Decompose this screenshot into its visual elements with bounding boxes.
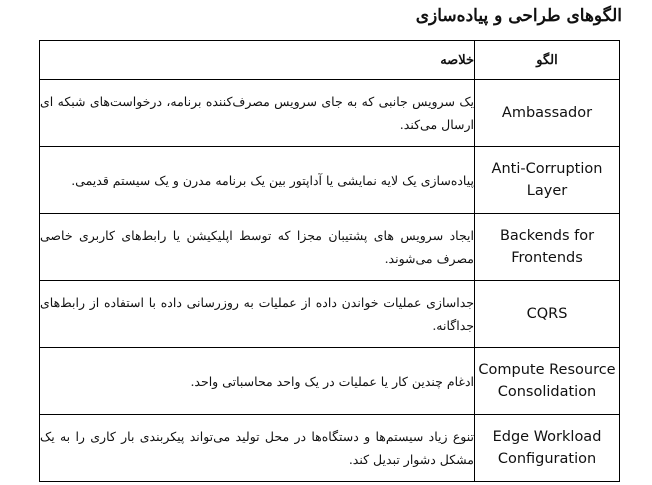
pattern-summary: یک سرویس جانبی که به جای سرویس مصرف‌کننده برنامه، درخواست‌های شبکه ای ارسال می‌کند. [40,80,475,147]
table-row [40,348,620,415]
pattern-name: CQRS [475,281,620,348]
pattern-summary: جداسازی عملیات خواندن داده از عملیات به روزرسانی داده با استفاده از رابط‌های جداگانه. [40,281,475,348]
pattern-name: Anti-Corruption Layer [475,147,620,214]
pattern-name: Ambassador [475,80,620,147]
page-title: الگوهای طراحی و پیاده‌سازی [415,6,622,26]
table-row [40,281,620,348]
pattern-summary: ایجاد سرویس های پشتیبان مجزا که توسط اپلیکیشن یا رابط‌های کاربری خاصی مصرف می‌شوند. [40,214,475,281]
table-header-row [40,41,620,80]
table-row [40,147,620,214]
table-row [40,80,620,147]
pattern-summary: ادغام چندین کار یا عملیات در یک واحد محاسباتی واحد. [40,348,475,415]
header-summary: خلاصه [40,41,475,80]
table-row [40,214,620,281]
design-patterns-table [39,40,620,482]
pattern-name: Backends for Frontends [475,214,620,281]
pattern-name: Edge Workload Configuration [475,415,620,482]
pattern-summary: پیاده‌سازی یک لایه نمایشی یا آداپتور بین یک برنامه مدرن و یک سیستم قدیمی. [40,147,475,214]
table-row [40,415,620,482]
pattern-summary: تنوع زیاد سیستم‌ها و دستگاه‌ها در محل تولید می‌تواند پیکربندی بار کاری را به یک مشکل دشوار تبدیل کند. [40,415,475,482]
pattern-name: Compute Resource Consolidation [475,348,620,415]
header-pattern: الگو [475,41,620,80]
